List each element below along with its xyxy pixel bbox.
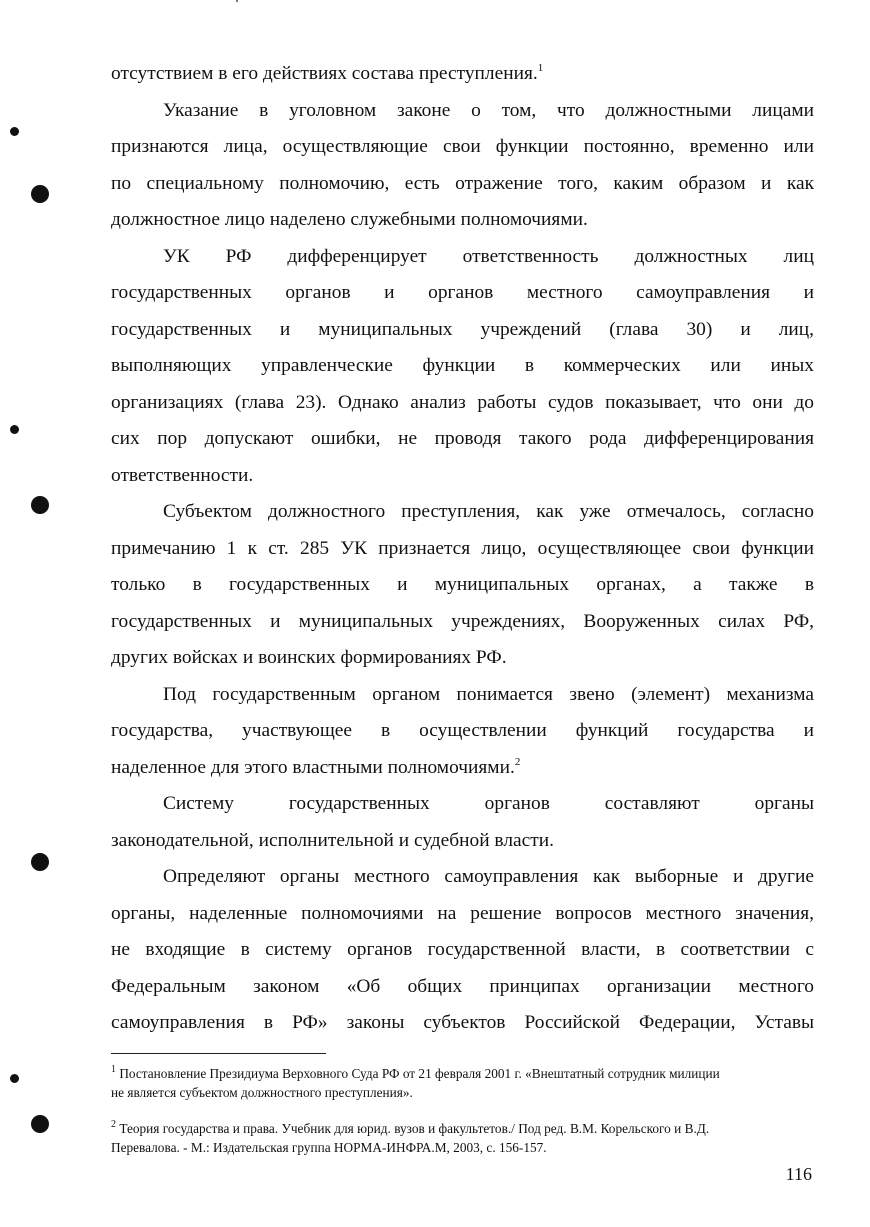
footnote-mark: 1 bbox=[111, 1064, 116, 1075]
text-line: других войсках и воинских формированиях РФ. bbox=[111, 647, 507, 668]
text-line: государственных и муниципальных учреждений (глава 30) и лиц, bbox=[111, 318, 814, 340]
footnote-ref[interactable]: 1 bbox=[537, 62, 544, 74]
footnote-2: $^2$ Теория государства и права. Учебник для юрид. вузов и факультетов./ Под ред. В.М. Корельского и В.Д. bbox=[111, 1119, 710, 1136]
text-line: Указание в уголовном законе о том, что должностными лицами bbox=[163, 99, 814, 121]
text-line: самоуправления в РФ» законы субъектов Российской Федерации, Уставы bbox=[111, 1012, 814, 1033]
text-line: только в государственных и муниципальных органах, а также в bbox=[111, 574, 814, 595]
punch-hole bbox=[31, 496, 49, 514]
punch-hole bbox=[10, 1074, 19, 1083]
text-line: Систему государственных органов составляют органы bbox=[163, 793, 814, 814]
text-line: Под государственным органом понимается звено (элемент) механизма bbox=[163, 683, 814, 705]
text-line: организациях (глава 23). Однако анализ работы судов показывает, что они до bbox=[111, 391, 814, 413]
text-line: не входящие в систему органов государственной власти, в соответствии с bbox=[111, 939, 814, 960]
text-line: Федеральным законом «Об общих принципах организации местного bbox=[111, 975, 814, 997]
page-number: 116 bbox=[785, 1164, 812, 1184]
text-line: отсутствием в его действиях состава преступления.$^1$ bbox=[111, 62, 544, 84]
text-line: законодательной, исполнительной и судебной власти. bbox=[111, 829, 554, 851]
text-line: по специальному полномочию, есть отражение того, каким образом и как bbox=[111, 172, 814, 194]
footnote-ref[interactable]: 2 bbox=[514, 755, 521, 768]
footnote-1: $^1$ Постановление Президиума Верховного Суда РФ от 21 февраля 2001 г. «Внештатный сотрудник милиции bbox=[111, 1064, 720, 1081]
footnotes bbox=[111, 1064, 814, 1157]
footnote-divider bbox=[111, 1053, 326, 1054]
text-line: государства, участвующее в осуществлении функций государства и bbox=[111, 720, 814, 741]
punch-hole bbox=[10, 127, 19, 136]
footnote-mark: 2 bbox=[111, 1119, 116, 1130]
scan-speck bbox=[236, 0, 238, 2]
text-line: Определяют органы местного самоуправления как выборные и другие bbox=[163, 866, 814, 887]
text-line: ответственности. bbox=[111, 464, 254, 486]
text-line: государственных органов и органов местного самоуправления и bbox=[111, 282, 814, 303]
punch-hole bbox=[10, 425, 19, 434]
text-line: признаются лица, осуществляющие свои функции постоянно, временно или bbox=[111, 136, 814, 157]
text-line: примечанию 1 к ст. 285 УК признается лицо, осуществляющее свои функции bbox=[111, 537, 814, 559]
footnote-2-cont: Перевалова. - М.: Издательская группа НОРМА-ИНФРА.М, 2003, с. 156-157. bbox=[111, 1140, 547, 1155]
text-line: сих пор допускают ошибки, не проводя такого рода дифференцирования bbox=[111, 428, 814, 449]
text-line: выполняющих управленческие функции в коммерческих или иных bbox=[111, 355, 814, 376]
text-line: УК РФ дифференцирует ответственность должностных лиц bbox=[163, 245, 814, 267]
punch-hole bbox=[31, 1115, 49, 1133]
footnote-1-cont: не является субъектом должностного преступления». bbox=[111, 1085, 413, 1100]
text-line: государственных и муниципальных учреждениях, Вооруженных силах РФ, bbox=[111, 610, 814, 632]
text-line: Субъектом должностного преступления, как уже отмечалось, согласно bbox=[163, 501, 814, 522]
body-text bbox=[111, 56, 814, 1042]
punch-hole bbox=[31, 853, 49, 871]
text-line: должностное лицо наделено служебными полномочиями. bbox=[111, 209, 588, 230]
text-line: органы, наделенные полномочиями на решение вопросов местного значения, bbox=[111, 902, 814, 924]
punch-hole bbox=[31, 185, 49, 203]
text-line: наделенное для этого властными полномочиями.$^2$ bbox=[111, 755, 521, 778]
